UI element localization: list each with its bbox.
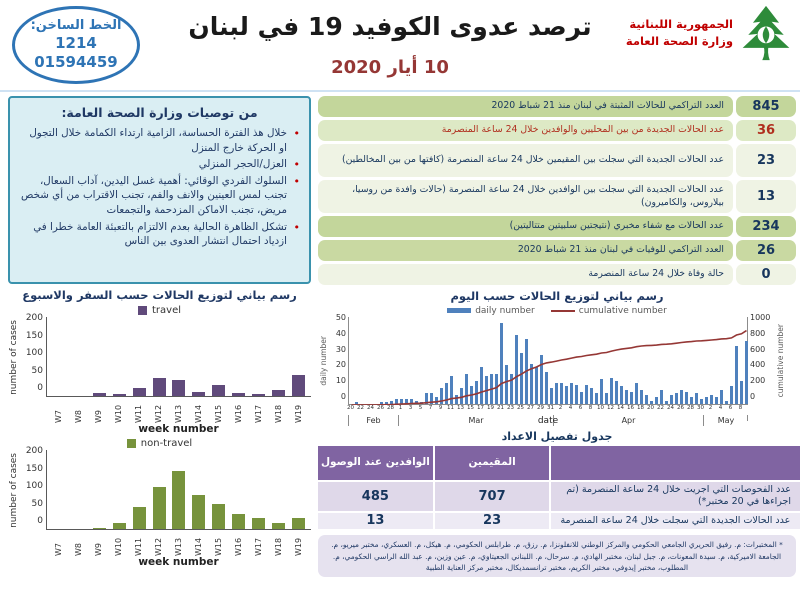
date-tick-label: 28 (687, 405, 694, 411)
date-tick-label: 23 (507, 405, 514, 411)
details-header-blank (551, 446, 800, 480)
left-axis-title: daily number (319, 336, 328, 386)
week-tick-label: W16 (233, 404, 243, 423)
plot-area (46, 317, 311, 397)
stat-label: عدد الحالات مع شفاء مخبري (نتيجتين سلبيتين متتاليتين) (318, 216, 733, 237)
date-tick-label: 20 (647, 405, 654, 411)
week-bar (252, 518, 265, 529)
recommendation-item: • خلال هذ الفترة الحساسة، الزامية ارتداء الكمامة خلال التجول او الحركة خارج المنزل (19, 126, 300, 155)
labs-footnote: * المختبرات: م. رفيق الحريري الجامعي الحكومي والمركز الوطني للانفلونزا، م. رزق، م. طرابلس الحكومي، م. هيكل، م. العسكري، مختبر ميريو، م. الجامعة الاميركية، م. سيدة المعونات، م. جبل لبنان، مختبر الهادي، م. سرحال، م. اللبناني الجعيتاوي، م. عين وزين، م. عبد الله الراسي الحكومي، م. المطلوب، مختبر إيدوفي، مختبر الكريم، مختبر ترانسمديكال، مختبر مركز العناية الطبية (318, 535, 796, 577)
x-axis-ticks (46, 397, 311, 423)
week-tick-label: W17 (253, 537, 263, 556)
date-tick-label: 16 (627, 405, 634, 411)
date-tick-label: 4 (568, 405, 573, 411)
details-header-arrivals: الوافدين عند الوصول (318, 446, 433, 480)
stat-label: عدد الحالات الجديدة التي سجلت بين المقيمين خلال 24 ساعة المنصرمة (كافتها من بين المخالطين) (318, 144, 733, 177)
stat-value: 26 (736, 240, 796, 261)
y-axis-title: number of cases (9, 319, 19, 395)
week-bar (232, 514, 245, 529)
left-axis-ticks: 50 40 30 20 10 0 (335, 313, 346, 401)
week-tick-label: W12 (154, 404, 164, 423)
recommendations-list (19, 126, 300, 249)
month-label: Feb (348, 415, 398, 426)
x-axis-months (348, 413, 748, 426)
date-tick-label: 22 (357, 405, 364, 411)
legend-label: cumulative number (578, 305, 667, 316)
recommendation-item: • العزل/الحجر المنزلي (19, 157, 300, 172)
date-tick-label: 27 (527, 405, 534, 411)
date-tick-label: 28 (387, 405, 394, 411)
daily-chart-title: رسم بياني لتوزيع الحالات حسب اليوم (450, 289, 664, 303)
week-tick-label: W18 (273, 537, 283, 556)
date-tick-label: 18 (637, 405, 644, 411)
week-tick-label: W13 (173, 404, 183, 423)
date-tick-label: 10 (597, 405, 604, 411)
stat-row (318, 180, 796, 213)
date-tick-label: 3 (408, 405, 413, 411)
legend-bar-swatch-icon (447, 308, 471, 313)
y-axis-ticks: 200 150 100 50 0 (25, 446, 43, 526)
recommendations-box (8, 96, 311, 284)
hotline-number-short: 1214 (55, 34, 97, 53)
week-bar (192, 495, 205, 529)
week-tick-label: W18 (273, 404, 283, 423)
week-bar (232, 393, 245, 396)
week-bar (172, 471, 185, 529)
details-row-label: عدد الفحوصات التي اجريت خلال 24 ساعة المنصرمة (تم اجراءها في 20 مختبر*) (551, 482, 800, 511)
week-bar (172, 380, 185, 396)
date-tick-label: 7 (428, 405, 433, 411)
date-tick-label: 11 (447, 405, 454, 411)
daily-combo-chart (318, 304, 796, 426)
date-tick-label: 20 (347, 405, 354, 411)
stat-label: عدد الحالات الجديدة التي سجلت بين الوافدين خلال 24 ساعة المنصرمة (حالات وافدة من روسيا، بيلاروس، والكاميرون) (318, 180, 733, 213)
details-row-label: عدد الحالات الجديدة التي سجلت خلال 24 ساعة المنصرمة (551, 513, 800, 529)
legend-swatch-icon (138, 306, 147, 315)
details-value-residents: 707 (435, 482, 550, 511)
week-tick-label: W8 (74, 410, 84, 423)
week-tick-label: W17 (253, 404, 263, 423)
week-tick-label: W8 (74, 543, 84, 556)
week-tick-label: W9 (94, 543, 104, 556)
week-tick-label: W15 (213, 404, 223, 423)
stat-row (318, 144, 796, 177)
date-tick-label: 4 (718, 405, 723, 411)
stat-value: 0 (736, 264, 796, 285)
recommendation-item: • تشكل الظاهرة الحالية بعدم الالتزام بالتعبئة العامة خطرا في ازدياد احتمال انتشار العدوى بين الناس (19, 220, 300, 249)
stat-value: 234 (736, 216, 796, 237)
date-tick-label: 5 (418, 405, 423, 411)
ministry-name-line1: الجمهورية اللبنانية (629, 16, 733, 31)
stat-value: 13 (736, 180, 796, 213)
details-value-residents: 23 (435, 513, 550, 529)
week-tick-label: W10 (114, 537, 124, 556)
date-tick-label: 19 (487, 405, 494, 411)
week-bar (252, 394, 265, 396)
date-tick-label: 26 (677, 405, 684, 411)
week-tick-label: W9 (94, 410, 104, 423)
right-column (318, 96, 796, 577)
recommendations-title: من توصيات وزارة الصحة العامة: (61, 105, 258, 120)
week-tick-label: W13 (173, 537, 183, 556)
week-tick-label: W12 (154, 537, 164, 556)
date-tick-label: 24 (667, 405, 674, 411)
legend-swatch-icon (127, 439, 136, 448)
stat-value: 36 (736, 120, 796, 141)
week-bar (93, 528, 106, 529)
details-value-arrivals: 485 (318, 482, 433, 511)
right-axis-title: cumulative number (776, 324, 785, 398)
stat-label: حالة وفاة خلال 24 ساعة المنصرمة (318, 264, 733, 285)
date-tick-label: 25 (517, 405, 524, 411)
date-tick-label: 12 (607, 405, 614, 411)
legend-label: travel (151, 304, 181, 316)
date-tick-label: 30 (697, 405, 704, 411)
date-tick-label: 8 (588, 405, 593, 411)
weekly-charts-title: رسم بياني لتوزيع الحالات حسب السفر والاسبوع (22, 288, 297, 302)
date-tick-label: 17 (477, 405, 484, 411)
details-table-title: جدول تفصيل الاعداد (501, 430, 613, 443)
plot-area (46, 450, 311, 530)
stat-row (318, 264, 796, 285)
chart-legend (8, 436, 311, 450)
date-tick-label: 29 (537, 405, 544, 411)
x-axis-title: date (537, 416, 559, 426)
travel-bar-chart (8, 303, 311, 435)
week-tick-label: W16 (233, 537, 243, 556)
non-travel-bar-chart (8, 436, 311, 568)
date-tick-label: 15 (467, 405, 474, 411)
date-tick-label: 24 (367, 405, 374, 411)
month-label: Mar (398, 415, 553, 426)
plot-area (348, 317, 748, 405)
week-bar (272, 523, 285, 529)
y-axis-title: number of cases (9, 452, 19, 528)
date-tick-label: 13 (457, 405, 464, 411)
week-bar (153, 487, 166, 529)
stat-row (318, 120, 796, 141)
y-axis-ticks: 200 150 100 50 0 (25, 313, 43, 393)
date-tick-label: 22 (657, 405, 664, 411)
date-tick-label: 2 (708, 405, 713, 411)
stat-row (318, 96, 796, 117)
date-tick-label: 8 (738, 405, 743, 411)
date-tick-label: 31 (547, 405, 554, 411)
legend-label: non-travel (140, 437, 193, 449)
stat-value: 23 (736, 144, 796, 177)
week-bar (212, 504, 225, 529)
week-bar (292, 518, 305, 529)
week-bar (153, 378, 166, 396)
date-tick-label: 2 (558, 405, 563, 411)
month-label: May (703, 415, 748, 426)
date-tick-label: 21 (497, 405, 504, 411)
week-bar (113, 523, 126, 529)
stat-label: عدد الحالات الجديدة من بين المحليين والوافدين خلال 24 ساعة المنصرمة (318, 120, 733, 141)
header-divider (0, 90, 800, 92)
chart-legend (318, 304, 796, 317)
week-bar (113, 394, 126, 396)
chart-legend (8, 303, 311, 317)
stat-row (318, 216, 796, 237)
summary-stats-table (318, 96, 796, 285)
ministry-logo (626, 4, 794, 62)
week-tick-label: W15 (213, 537, 223, 556)
week-tick-label: W11 (134, 404, 144, 423)
details-value-arrivals: 13 (318, 513, 433, 529)
ministry-name (626, 16, 733, 51)
week-tick-label: W19 (293, 404, 303, 423)
x-axis-title: week number (138, 423, 219, 435)
week-tick-label: W19 (293, 537, 303, 556)
week-bar (192, 392, 205, 396)
week-bar (133, 507, 146, 529)
week-tick-label: W10 (114, 404, 124, 423)
hotline-label: الخط الساخن: (30, 18, 122, 34)
ministry-name-line2: وزارة الصحة العامة (625, 34, 733, 48)
week-bar (133, 388, 146, 396)
date-tick-label: 9 (438, 405, 443, 411)
stat-label: العدد التراكمي للوفيات في لبنان منذ 21 شباط 2020 (318, 240, 733, 261)
page-title: ترصد عدوى الكوفيد 19 في لبنان (188, 12, 592, 41)
hotline-badge (12, 6, 140, 84)
date-tick-label: 6 (578, 405, 583, 411)
week-tick-label: W14 (193, 404, 203, 423)
week-tick-label: W7 (54, 543, 64, 556)
x-axis-title: week number (138, 556, 219, 568)
report-date: 10 أيار 2020 (331, 57, 449, 78)
recommendation-item: • السلوك الفردي الوقائي: أهمية غسل اليدين، آداب السعال، تجنب لمس العينين والانف والفم، تجنب الاقتراب من أي شخص مريض، تجنب الاماكن المزدحمة والتجمعات (19, 174, 300, 218)
week-bar (93, 393, 106, 396)
legend-line-swatch-icon (551, 310, 575, 312)
right-axis-ticks: 1000 800 600 400 200 0 (750, 313, 771, 401)
month-label: Apr (553, 415, 703, 426)
date-tick-label: 1 (398, 405, 403, 411)
date-tick-label: 26 (377, 405, 384, 411)
x-axis-ticks (348, 405, 748, 413)
legend-label: daily number (475, 305, 535, 316)
date-tick-label: 14 (617, 405, 624, 411)
cumulative-line (349, 317, 749, 405)
left-column (8, 96, 311, 568)
week-bar (212, 385, 225, 396)
x-axis-ticks (46, 530, 311, 556)
week-bar (272, 390, 285, 396)
stat-value: 845 (736, 96, 796, 117)
details-header-residents: المقيمين (435, 446, 550, 480)
cedar-tree-icon (738, 4, 794, 62)
week-bar (292, 375, 305, 396)
stat-row (318, 240, 796, 261)
hotline-number-long: 01594459 (34, 53, 118, 72)
week-tick-label: W7 (54, 410, 64, 423)
details-table (318, 446, 796, 529)
week-tick-label: W11 (134, 537, 144, 556)
week-tick-label: W14 (193, 537, 203, 556)
stat-label: العدد التراكمي للحالات المثبتة في لبنان منذ 21 شباط 2020 (318, 96, 733, 117)
date-tick-label: 6 (728, 405, 733, 411)
